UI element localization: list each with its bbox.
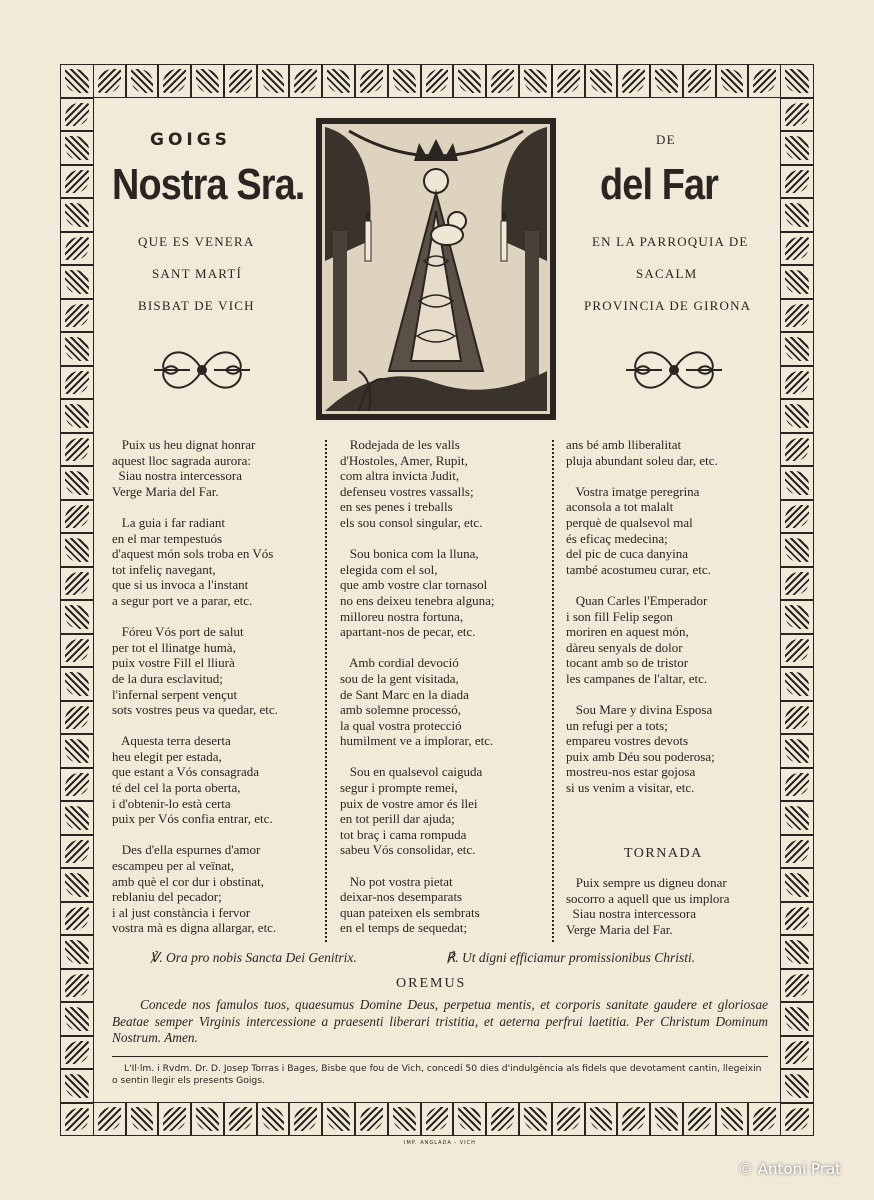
ornament-tile xyxy=(780,64,814,98)
oremus-heading: OREMUS xyxy=(396,976,467,991)
ornament-tile xyxy=(780,667,814,701)
ornament-tile xyxy=(780,634,814,668)
ornament-tile xyxy=(60,667,94,701)
right-ornament-border xyxy=(780,64,814,1136)
ornament-tile xyxy=(453,1102,486,1136)
ornament-tile xyxy=(780,600,814,634)
right-flourish-ornament xyxy=(622,338,726,402)
ornament-tile xyxy=(60,265,94,299)
ornament-tile xyxy=(60,734,94,768)
ornament-tile xyxy=(716,64,749,98)
ornament-tile xyxy=(780,1069,814,1103)
ornament-tile xyxy=(224,1102,257,1136)
ornament-tile xyxy=(552,1102,585,1136)
top-ornament-border xyxy=(60,64,814,98)
verses-column-2: Rodejada de les valls d'Hostoles, Amer, Rupit, com altra invicta Judit, defenseu vostres vassalls; en ses penes i treballs els sou consol singular, etc. Sou bonica com la lluna, elegida com el sol, que amb vostre clar tornasol no ens deixeu tenebra alguna; milloreu nostra fortuna, apartant-nos de pecar, etc. Amb cordial devoció sou de la gent visitada, de Sant Marc en la diada amb solemne processó, la qual vostra protecció humilment ve a implorar, etc. Sou en qualsevol caiguda segur i prompte remei, puix de vostre amor és llei en tot perill dar ajuda; tot braç i cama rompuda sabeu Vós consolidar, etc. No pot vostra pietat deixar-nos desemparats quan pateixen els sembrats en el temps de sequedat; xyxy=(340,437,495,936)
ornament-tile xyxy=(780,165,814,199)
ornament-tile xyxy=(780,902,814,936)
ornament-tile xyxy=(60,533,94,567)
ornament-tile xyxy=(780,232,814,266)
ornament-tile xyxy=(158,64,191,98)
ornament-tile xyxy=(780,567,814,601)
ornament-tile xyxy=(780,98,814,132)
right-subtitle-1: EN LA PARROQUIA DE xyxy=(592,234,749,249)
right-subtitle-3: PROVINCIA DE GIRONA xyxy=(584,298,752,313)
ornament-tile xyxy=(93,64,126,98)
ornament-tile xyxy=(780,265,814,299)
ornament-tile xyxy=(93,1102,126,1136)
verses-column-1: Puix us heu dignat honrar aquest lloc sagrada aurora: Siau nostra intercessora Verge Maria del Far. La guia i far radiant en el mar tempestuós d'aquest món sols troba en Vós tot infeliç navegant, que si us invoca a l'instant a segur port ve a parar, etc. Fóreu Vós port de salut per tot el llinatge humà, puix vostre Fill el lliurà de la dura esclavitud; l'infernal serpent vençut sots vostres peus va quedar, etc. Aquesta terra deserta heu elegit per estada, que estant a Vós consagrada té del cel la porta oberta, i d'obtenir-lo està certa puix per Vós confia entrar, etc. Des d'ella espurnes d'amor escampeu per al veïnat, amb què el cor dur i obstinat, reblaniu del pecador; i al just constància i fervor vostra mà es digna allargar, etc. xyxy=(112,437,278,936)
ornament-tile xyxy=(421,64,454,98)
ornament-tile xyxy=(60,935,94,969)
ornament-tile xyxy=(453,64,486,98)
ornament-tile xyxy=(355,1102,388,1136)
left-subtitle-2: SANT MARTÍ xyxy=(152,266,243,281)
ornament-tile xyxy=(257,64,290,98)
ornament-tile xyxy=(519,1102,552,1136)
ornament-tile xyxy=(60,868,94,902)
left-ornament-border xyxy=(60,64,94,1136)
column-divider-2 xyxy=(552,440,554,942)
ornament-tile xyxy=(486,1102,519,1136)
ornament-tile xyxy=(585,64,618,98)
ornament-tile xyxy=(60,1002,94,1036)
column-divider-1 xyxy=(325,440,327,942)
ornament-tile xyxy=(780,466,814,500)
ornament-tile xyxy=(257,1102,290,1136)
ornament-tile xyxy=(289,64,322,98)
ornament-tile xyxy=(60,399,94,433)
ornament-tile xyxy=(60,299,94,333)
right-subtitle-2: SACALM xyxy=(636,266,698,281)
ornament-tile xyxy=(748,1102,781,1136)
ornament-tile xyxy=(60,165,94,199)
ornament-tile xyxy=(780,1036,814,1070)
ornament-tile xyxy=(780,835,814,869)
ornament-tile xyxy=(126,64,159,98)
ornament-tile xyxy=(191,1102,224,1136)
ornament-tile xyxy=(60,1036,94,1070)
ornament-tile xyxy=(60,466,94,500)
response: ℟. Ut digni efficiamur promissionibus Christi. xyxy=(446,950,696,965)
ornament-tile xyxy=(486,64,519,98)
bottom-ornament-border xyxy=(60,1102,814,1136)
ornament-tile xyxy=(780,198,814,232)
ornament-tile xyxy=(60,433,94,467)
ornament-tile xyxy=(780,366,814,400)
ornament-tile xyxy=(388,1102,421,1136)
virgin-woodcut-image xyxy=(316,118,556,420)
ornament-tile xyxy=(780,1002,814,1036)
ornament-tile xyxy=(60,701,94,735)
tornada-heading: TORNADA xyxy=(624,846,703,861)
ornament-tile xyxy=(322,1102,355,1136)
ornament-tile xyxy=(60,366,94,400)
ornament-tile xyxy=(289,1102,322,1136)
ornament-tile xyxy=(617,64,650,98)
ornament-tile xyxy=(585,1102,618,1136)
footer-rule xyxy=(112,1056,768,1057)
ornament-tile xyxy=(716,1102,749,1136)
tornada-verse: Puix sempre us digneu donar socorro a aquell que us implora Siau nostra intercessora Verge Maria del Far. xyxy=(566,875,730,937)
ornament-tile xyxy=(60,634,94,668)
ornament-tile xyxy=(60,198,94,232)
ornament-tile xyxy=(60,1069,94,1103)
ornament-tile xyxy=(780,734,814,768)
ornament-tile xyxy=(60,500,94,534)
oremus-prayer: Concede nos famulos tuos, quaesumus Domine Deus, perpetua mentis, et corporis sanitate gaudere et gloriosae Beatae semper Virginis intercessione a praesenti liberari tristitia, et aeterna perfrui laetitia. Per Christum Dominum Nostrum. Amen. xyxy=(112,997,768,1045)
ornament-tile xyxy=(780,969,814,1003)
indulgence-note: L'Il·lm. i Rvdm. Dr. D. Josep Torras i Bages, Bisbe que fou de Vich, concedí 50 dies d'indulgència als fidels que devotament cantin, llegeixin o sentin llegir els presents Goigs. xyxy=(112,1063,762,1086)
versicle: ℣. Ora pro nobis Sancta Dei Genitrix. xyxy=(150,950,357,965)
ornament-tile xyxy=(683,1102,716,1136)
ornament-tile xyxy=(60,801,94,835)
ornament-tile xyxy=(780,332,814,366)
ornament-tile xyxy=(421,1102,454,1136)
ornament-tile xyxy=(748,64,781,98)
ornament-tile xyxy=(780,1103,814,1137)
ornament-tile xyxy=(60,131,94,165)
ornament-tile xyxy=(60,232,94,266)
ornament-tile xyxy=(60,902,94,936)
ornament-tile xyxy=(780,701,814,735)
ornament-tile xyxy=(780,299,814,333)
left-subtitle-3: BISBAT DE VICH xyxy=(138,298,255,313)
left-flourish-ornament xyxy=(150,338,254,402)
ornament-tile xyxy=(650,64,683,98)
ornament-tile xyxy=(60,768,94,802)
ornament-tile xyxy=(60,567,94,601)
ornament-tile xyxy=(780,768,814,802)
left-subtitle-1: QUE ES VENERA xyxy=(138,234,255,249)
ornament-tile xyxy=(650,1102,683,1136)
ornament-tile xyxy=(60,64,94,98)
ornament-tile xyxy=(60,969,94,1003)
ornament-tile xyxy=(388,64,421,98)
ornament-tile xyxy=(224,64,257,98)
de-label: DE xyxy=(656,132,676,147)
ornament-tile xyxy=(780,399,814,433)
ornament-tile xyxy=(683,64,716,98)
ornament-tile xyxy=(780,433,814,467)
ornament-tile xyxy=(60,600,94,634)
ornament-tile xyxy=(780,868,814,902)
ornament-tile xyxy=(60,332,94,366)
ornament-tile xyxy=(780,533,814,567)
title-left: Nostra Sra. xyxy=(112,160,305,209)
goigs-label: GOIGS xyxy=(150,130,231,150)
ornament-tile xyxy=(158,1102,191,1136)
ornament-tile xyxy=(60,98,94,132)
printer-imprint: IMP. ANGLADA - VICH xyxy=(404,1140,476,1146)
ornament-tile xyxy=(60,835,94,869)
ornament-tile xyxy=(780,801,814,835)
ornament-tile xyxy=(355,64,388,98)
ornament-tile xyxy=(191,64,224,98)
ornament-tile xyxy=(322,64,355,98)
ornament-tile xyxy=(780,935,814,969)
ornament-tile xyxy=(780,500,814,534)
ornament-tile xyxy=(126,1102,159,1136)
title-right: del Far xyxy=(600,160,719,209)
watermark-text: © Antoni Prat xyxy=(738,1160,842,1178)
ornament-tile xyxy=(519,64,552,98)
ornament-tile xyxy=(617,1102,650,1136)
ornament-tile xyxy=(780,131,814,165)
ornament-tile xyxy=(552,64,585,98)
ornament-tile xyxy=(60,1103,94,1137)
verses-column-3: ans bé amb lliberalitat pluja abundant soleu dar, etc. Vostra imatge peregrina aconsola a tot malalt perquè de qualsevol mal és eficaç medecina; del pic de cuca danyina també acostumeu curar, etc. Quan Carles l'Emperador i son fill Felip segon moriren en aquest món, dàreu senyals de dolor tocant amb so de tristor les campanes de l'altar, etc. Sou Mare y divina Esposa un refugi per a tots; empareu vostres devots puix amb Déu sou poderosa; mostreu-nos estar gojosa si us venim a visitar, etc. xyxy=(566,437,718,796)
